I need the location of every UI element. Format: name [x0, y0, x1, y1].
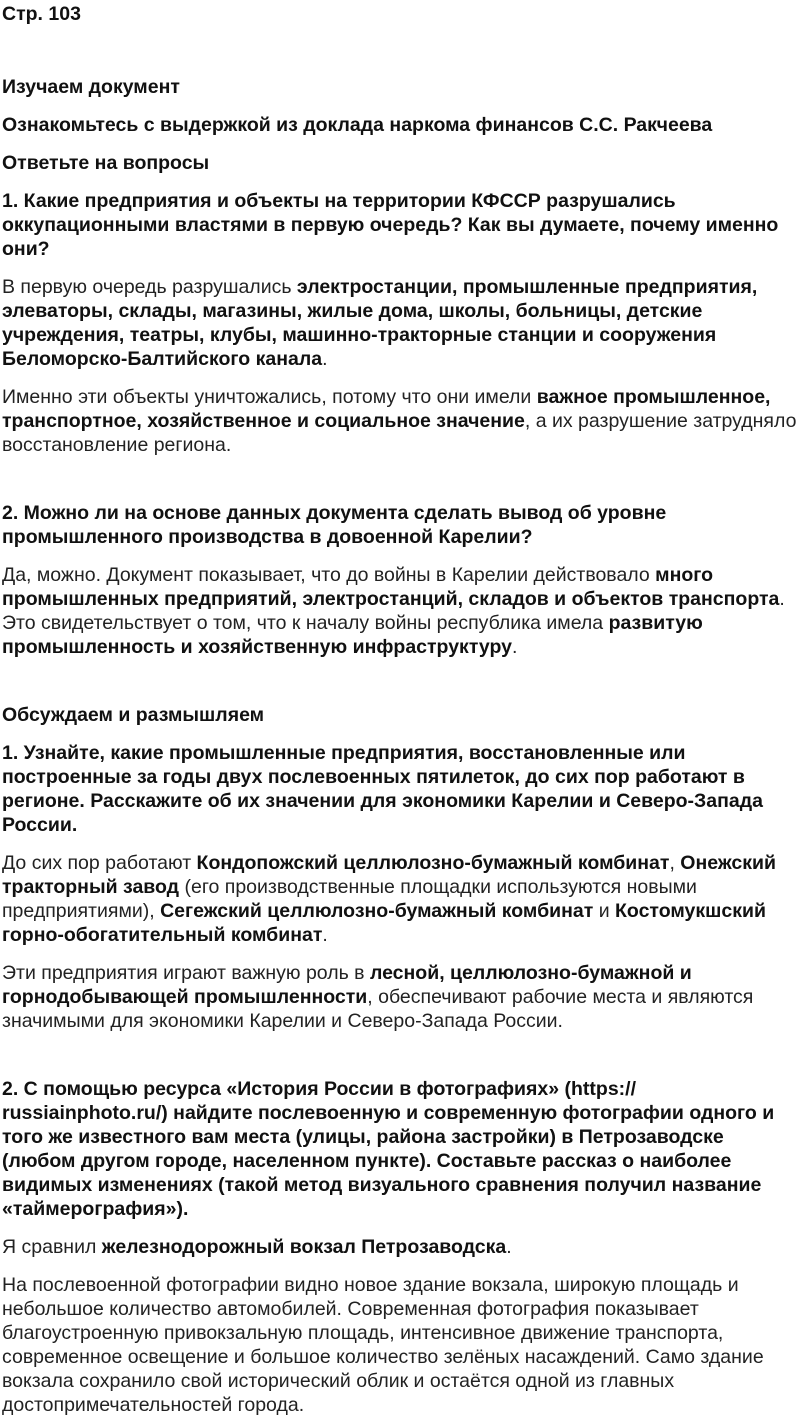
- question-1: 1. Какие предприятия и объекты на территории КФССР разрушались оккупационными властями в первую очередь? Как вы думаете, почему именно они?: [2, 190, 779, 260]
- discuss-answer-2-paragraph-2: На послевоенной фотографии видно новое здание вокзала, широкую площадь и небольшое количество автомобилей. Современная фотография показывает благоустроенную привокзальную площадь, интенсивное движение транспорта, современное освещение и большое количество зелёных насаждений. Само здание вокзала сохранило свой исторический облик и остаётся одной из главных достопримечательностей города.: [2, 1274, 764, 1416]
- section-subtitle: Ознакомьтесь с выдержкой из доклада наркома финансов С.С. Ракчеева: [2, 114, 713, 136]
- section-instruction: Ответьте на вопросы: [2, 152, 210, 174]
- page-number: Стр. 103: [2, 3, 81, 25]
- discuss-question-1: 1. Узнайте, какие промышленные предприятия, восстановленные или построенные за годы двух послевоенных пятилеток, до сих пор работают в регионе. Расскажите об их значении для экономики Карелии и Северо-Запада России.: [2, 742, 763, 836]
- question-2: 2. Можно ли на основе данных документа сделать вывод об уровне промышленного производства в довоенной Карелии?: [2, 502, 667, 548]
- section-title-discuss: Обсуждаем и размышляем: [2, 704, 265, 726]
- discuss-question-2: 2. С помощью ресурса «История России в фотографиях» (https:// russiainphoto.ru/) найдите послевоенную и современную фотографии одного и того же известного вам места (улицы, района застройки) в Петрозаводске (любом другом городе, населенном пункте). Составьте рассказ о наиболее видимых изменениях (такой метод визуального сравнения получил название «таймерография»).: [2, 1078, 775, 1220]
- section-title-study-document: Изучаем документ: [2, 76, 180, 98]
- discuss-answer-2-paragraph-1: Я сравнил железнодорожный вокзал Петрозаводска.: [2, 1236, 512, 1258]
- answer-1-paragraph-1: В первую очередь разрушались электростанции, промышленные предприятия, элеваторы, склады, магазины, жилые дома, школы, больницы, детские учреждения, театры, клубы, машинно-тракторные станции и сооружения Беломорско-Балтийского канала.: [2, 276, 758, 370]
- answer-1-paragraph-2: Именно эти объекты уничтожались, потому что они имели важное промышленное, транспортное, хозяйственное и социальное значение, а их разрушение затрудняло восстановление региона.: [2, 386, 797, 456]
- answer-2-paragraph-1: Да, можно. Документ показывает, что до войны в Карелии действовало много промышленных предприятий, электростанций, складов и объектов транспорта. Это свидетельствует о том, что к началу войны республика имела развитую промышленность и хозяйственную инфраструктуру.: [2, 564, 785, 658]
- discuss-answer-1-paragraph-2: Эти предприятия играют важную роль в лесной, целлюлозно-бумажной и горнодобывающей промышленности, обеспечивают рабочие места и являются значимыми для экономики Карелии и Северо-Запада России.: [2, 962, 754, 1032]
- discuss-answer-1-paragraph-1: До сих пор работают Кондопожский целлюлозно-бумажный комбинат, Онежский тракторный завод (его производственные площадки используются новыми предприятиями), Сегежский целлюлозно-бумажный комбинат и Костомукшский горно-обогатительный комбинат.: [2, 852, 776, 946]
